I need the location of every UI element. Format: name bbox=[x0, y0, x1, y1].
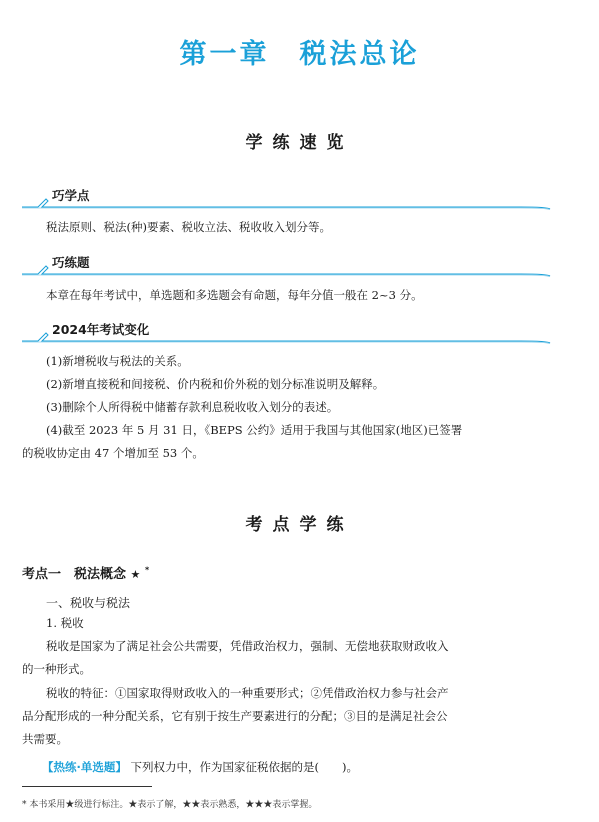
chapter-title: 第一章 税法总论 bbox=[179, 39, 420, 70]
star-rating: ★ bbox=[130, 568, 141, 581]
change-item: 的税收协定由 47 个增加至 53 个。 bbox=[22, 446, 204, 460]
exercise-tag: 【热练·单选题】 bbox=[42, 760, 127, 774]
tip-label-practice: 巧练题 bbox=[52, 255, 90, 270]
exercise-question: 下列权力中，作为国家征税依据的是( )。 bbox=[130, 760, 359, 774]
tip-divider bbox=[20, 196, 552, 210]
paragraph-line: 品分配形成的一种分配关系，它有别于按生产要素进行的分配；③目的是满足社会公 bbox=[22, 709, 448, 723]
change-item: (4)截至 2023 年 5 月 31 日，《BEPS 公约》适用于我国与其他国家(地区)已签署 bbox=[46, 423, 463, 437]
point-title: 考点一 税法概念 bbox=[22, 567, 127, 582]
tip-label-learn: 巧学点 bbox=[52, 188, 90, 203]
tip-text-practice: 本章在每年考试中，单选题和多选题会有命题，每年分值一般在 2~3 分。 bbox=[46, 288, 423, 302]
footnote-marker: * bbox=[144, 565, 150, 575]
footnote: * 本书采用★级进行标注。★表示了解，★★表示熟悉，★★★表示掌握。 bbox=[22, 800, 318, 810]
subheading: 一、税收与税法 bbox=[46, 596, 131, 610]
subheading-item: 1. 税收 bbox=[46, 616, 84, 630]
paragraph-line: 税收的特征：①国家取得财政收入的一种重要形式；②凭借政治权力参与社会产 bbox=[46, 686, 449, 700]
overview-title: 学练速览 bbox=[245, 133, 354, 153]
paragraph-line: 的一种形式。 bbox=[22, 662, 91, 676]
paragraph-line: 税收是国家为了满足社会公共需要，凭借政治权力，强制、无偿地获取财政收入 bbox=[46, 639, 449, 653]
change-item: (2)新增直接税和间接税、价内税和价外税的划分标准说明及解释。 bbox=[46, 377, 385, 391]
tip-text-learn: 税法原则、税法(种)要素、税收立法、税收收入划分等。 bbox=[46, 220, 331, 234]
footnote-divider bbox=[22, 786, 152, 787]
practice-title: 考点学练 bbox=[245, 515, 354, 535]
tip-divider bbox=[20, 263, 552, 277]
change-item: (1)新增税收与税法的关系。 bbox=[46, 354, 189, 368]
paragraph-line: 共需要。 bbox=[22, 732, 68, 746]
point-heading bbox=[22, 563, 149, 582]
tip-label-changes: 2024年考试变化 bbox=[52, 322, 150, 337]
exercise bbox=[42, 756, 358, 779]
change-item: (3)删除个人所得税中储蓄存款利息税收收入划分的表述。 bbox=[46, 400, 339, 414]
